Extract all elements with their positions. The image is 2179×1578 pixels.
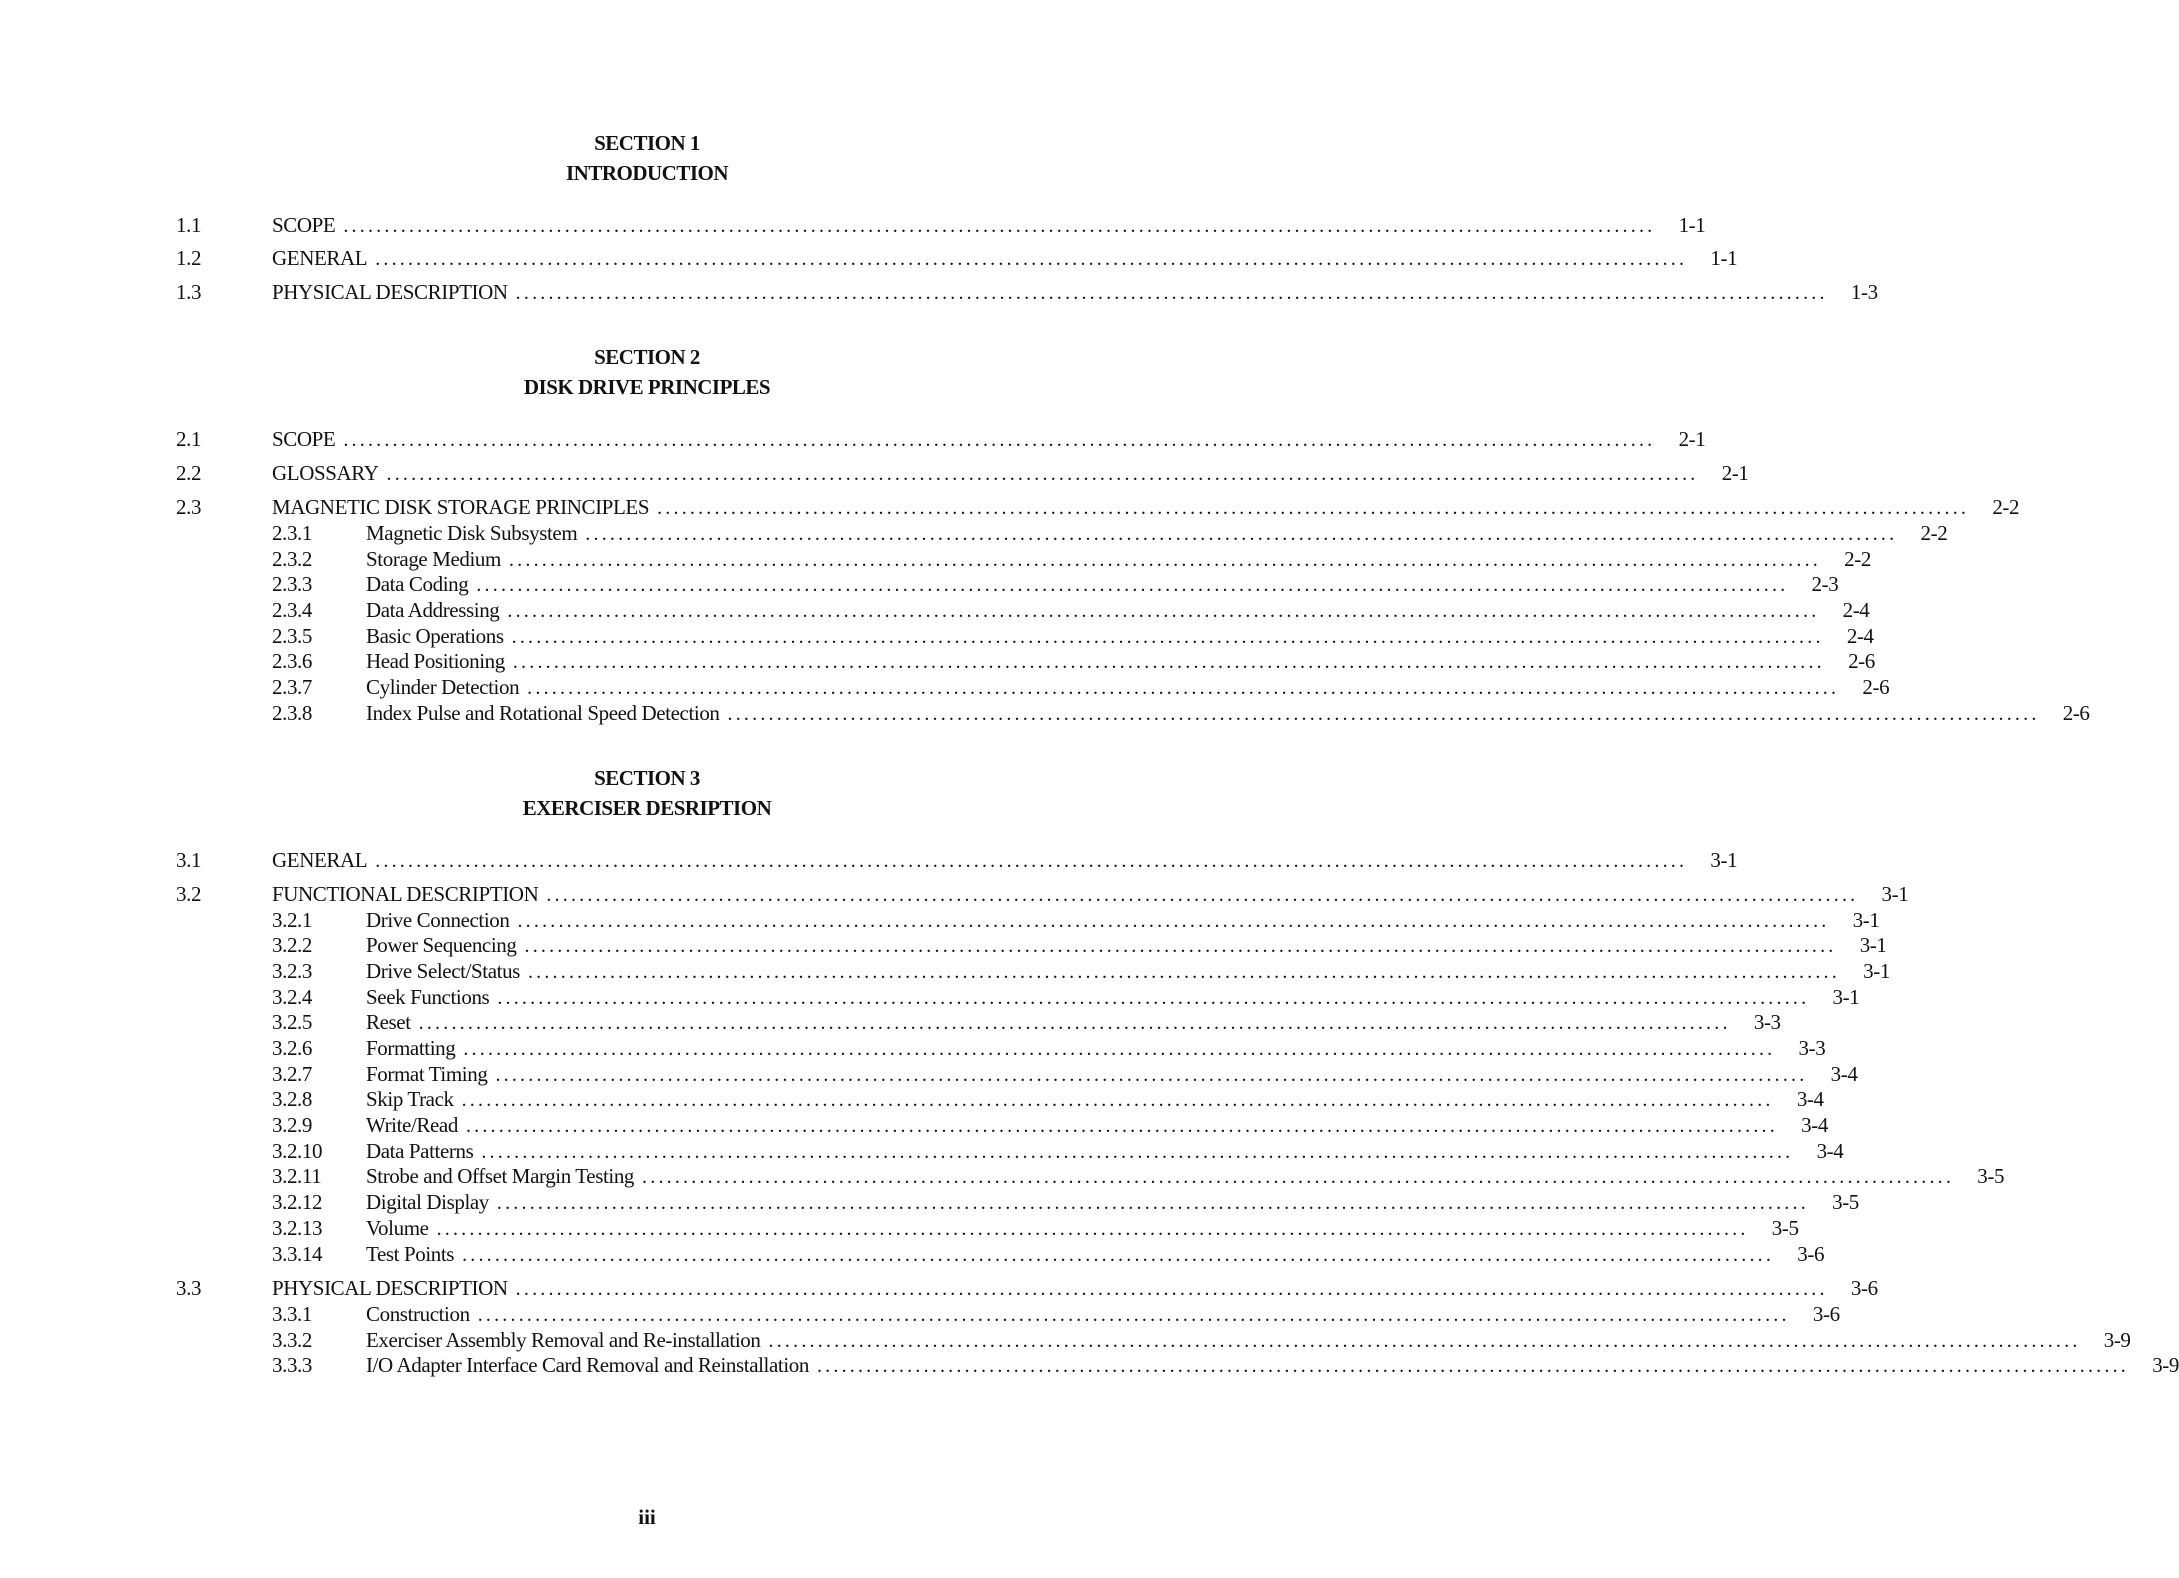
toc-entry-page: 3-4 [1830, 1062, 1858, 1086]
dot-leader: ................................................................................................................................................................ [375, 248, 1688, 270]
dot-leader: ................................................................................................................................................................ [461, 1089, 1774, 1111]
toc-entry-title: Digital Display [366, 1190, 489, 1214]
section-label: SECTION 1 [594, 131, 700, 155]
toc-entry-title: Format Timing [366, 1062, 488, 1086]
toc-entry-page: 2-3 [1811, 572, 1839, 596]
toc-entry[interactable] [272, 959, 1890, 985]
toc-entry-title: Exerciser Assembly Removal and Re-installation [366, 1328, 761, 1352]
toc-entry-title: GENERAL [272, 848, 368, 872]
toc-entry-title: FUNCTIONAL DESCRIPTION [272, 882, 539, 906]
toc-entry-number: 3.2.11 [272, 1164, 322, 1188]
toc-entry-title: Drive Select/Status [366, 959, 520, 983]
toc-entry-page: 3-5 [1771, 1216, 1799, 1240]
toc-entry[interactable] [272, 985, 1860, 1011]
dot-leader: ................................................................................................................................................................ [463, 1038, 1776, 1060]
toc-entry[interactable] [176, 461, 1749, 487]
toc-entry[interactable] [272, 1139, 1844, 1165]
section-1-heading [0, 128, 1294, 188]
toc-entry[interactable] [272, 598, 1870, 624]
toc-entry-page: 2-4 [1846, 624, 1874, 648]
toc-entry-number: 2.3.2 [272, 547, 313, 571]
toc-entry[interactable] [272, 675, 1890, 701]
toc-entry-title: Skip Track [366, 1087, 454, 1111]
toc-entry-title: Write/Read [366, 1113, 458, 1137]
toc-entry[interactable] [272, 1087, 1824, 1113]
toc-entry[interactable] [272, 908, 1880, 934]
toc-entry[interactable] [176, 495, 2020, 521]
toc-entry-page: 2-1 [1678, 427, 1706, 451]
toc-entry-number: 3.2.10 [272, 1139, 323, 1163]
toc-entry-number: 3.2.1 [272, 908, 313, 932]
toc-entry-title: SCOPE [272, 427, 336, 451]
toc-entry-title: Power Sequencing [366, 933, 517, 957]
toc-entry-number: 3.2.9 [272, 1113, 313, 1137]
section-label: SECTION 3 [594, 766, 700, 790]
toc-entry[interactable] [176, 427, 1706, 453]
toc-entry-page: 3-1 [1859, 933, 1887, 957]
toc-entry-number: 1.1 [176, 213, 202, 237]
toc-entry[interactable] [272, 624, 1874, 650]
dot-leader: ................................................................................................................................................................ [507, 600, 1820, 622]
toc-entry[interactable] [272, 701, 2090, 727]
toc-entry[interactable] [272, 1302, 1840, 1328]
toc-entry[interactable] [272, 521, 1948, 547]
toc-entry-page: 3-1 [1832, 985, 1860, 1009]
toc-entry-number: 2.3.5 [272, 624, 313, 648]
toc-entry[interactable] [272, 933, 1887, 959]
page-number: iii [638, 1505, 656, 1529]
toc-entry[interactable] [272, 1190, 1859, 1216]
dot-leader: ................................................................................................................................................................ [375, 850, 1688, 872]
toc-entry-title: Test Points [366, 1242, 455, 1266]
toc-entry-title: I/O Adapter Interface Card Removal and Reinstallation [366, 1353, 809, 1377]
section-2-heading [0, 342, 1294, 402]
toc-entry[interactable] [272, 547, 1871, 573]
toc-entry-page: 3-4 [1796, 1087, 1824, 1111]
toc-entry-page: 3-6 [1797, 1242, 1825, 1266]
dot-leader: ................................................................................................................................................................ [657, 497, 1970, 519]
toc-entry-page: 3-9 [2103, 1328, 2131, 1352]
toc-entry-number: 3.2.6 [272, 1036, 313, 1060]
dot-leader: ................................................................................................................................................................ [386, 463, 1699, 485]
dot-leader: ................................................................................................................................................................ [527, 677, 1840, 699]
toc-entry-title: PHYSICAL DESCRIPTION [272, 280, 508, 304]
dot-leader: ................................................................................................................................................................ [477, 1304, 1790, 1326]
toc-entry-title: GENERAL [272, 246, 368, 270]
dot-leader: ................................................................................................................................................................ [343, 215, 1656, 237]
toc-entry-number: 3.2.7 [272, 1062, 313, 1086]
toc-entry-number: 3.1 [176, 848, 202, 872]
dot-leader: ................................................................................................................................................................ [511, 626, 1824, 648]
toc-entry[interactable] [272, 1353, 2179, 1379]
toc-entry-page: 3-6 [1812, 1302, 1840, 1326]
toc-entry[interactable] [176, 848, 1738, 874]
dot-leader: ................................................................................................................................................................ [512, 651, 1825, 673]
toc-entry-title: MAGNETIC DISK STORAGE PRINCIPLES [272, 495, 650, 519]
toc-entry-title: GLOSSARY [272, 461, 379, 485]
section-title: INTRODUCTION [565, 161, 729, 185]
toc-entry[interactable] [272, 1113, 1828, 1139]
toc-entry-number: 1.3 [176, 280, 202, 304]
toc-entry-title: PHYSICAL DESCRIPTION [272, 1276, 508, 1300]
toc-entry-number: 3.2.12 [272, 1190, 323, 1214]
toc-entry-number: 2.3.6 [272, 649, 313, 673]
toc-entry-number: 3.3.3 [272, 1353, 313, 1377]
toc-entry-number: 2.3.1 [272, 521, 313, 545]
toc-entry-number: 1.2 [176, 246, 202, 270]
toc-entry-page: 3-4 [1801, 1113, 1828, 1137]
toc-entry[interactable] [272, 649, 1875, 675]
dot-leader: ................................................................................................................................................................ [496, 1192, 1809, 1214]
toc-entry[interactable] [176, 882, 1909, 908]
dot-leader: ................................................................................................................................................................ [462, 1244, 1775, 1266]
dot-leader: ................................................................................................................................................................ [527, 961, 1840, 983]
dot-leader: ................................................................................................................................................................ [515, 282, 1828, 304]
toc-entry-title: Basic Operations [366, 624, 504, 648]
toc-entry-number: 3.2 [176, 882, 202, 906]
toc-entry-title: Cylinder Detection [366, 675, 520, 699]
toc-entry[interactable] [272, 1036, 1826, 1062]
toc-entry-number: 3.3.2 [272, 1328, 313, 1352]
toc-entry-page: 3-3 [1798, 1036, 1826, 1060]
toc-entry-number: 2.2 [176, 461, 202, 485]
toc-entry-page: 2-6 [1862, 675, 1890, 699]
dot-leader: ................................................................................................................................................................ [497, 987, 1810, 1009]
dot-leader: ................................................................................................................................................................ [418, 1012, 1731, 1034]
toc-entry-number: 2.3.8 [272, 701, 313, 725]
toc-entry[interactable] [272, 1010, 1781, 1036]
toc-entry-page: 3-9 [2152, 1353, 2179, 1377]
dot-leader: ................................................................................................................................................................ [481, 1141, 1794, 1163]
toc-entry[interactable] [272, 1062, 1858, 1088]
toc-entry-page: 2-2 [1844, 547, 1871, 571]
toc-entry-page: 3-1 [1881, 882, 1909, 906]
toc-entry-title: Index Pulse and Rotational Speed Detection [366, 701, 720, 725]
dot-leader: ................................................................................................................................................................ [508, 549, 1821, 571]
toc-entry-number: 3.2.4 [272, 985, 313, 1009]
toc-entry-page: 1-1 [1678, 213, 1706, 237]
toc-entry-page: 3-6 [1850, 1276, 1878, 1300]
toc-entry-number: 2.3 [176, 495, 202, 519]
toc-entry-title: Seek Functions [366, 985, 490, 1009]
toc-entry-title: SCOPE [272, 213, 336, 237]
toc-entry[interactable] [272, 1164, 2005, 1190]
toc-entry-number: 3.2.3 [272, 959, 313, 983]
toc-entry-page: 2-6 [2062, 701, 2090, 725]
section-title: DISK DRIVE PRINCIPLES [523, 375, 771, 399]
toc-entry-title: Data Addressing [366, 598, 500, 622]
toc-entry[interactable] [272, 1242, 1825, 1268]
dot-leader: ................................................................................................................................................................ [495, 1064, 1808, 1086]
dot-leader: ................................................................................................................................................................ [727, 703, 2040, 725]
toc-entry-number: 3.2.2 [272, 933, 313, 957]
toc-entry-title: Data Patterns [366, 1139, 474, 1163]
toc-entry-title: Drive Connection [366, 908, 510, 932]
toc-entry-title: Reset [366, 1010, 411, 1034]
toc-entry-page: 2-2 [1992, 495, 2020, 519]
dot-leader: ................................................................................................................................................................ [343, 429, 1656, 451]
dot-leader: ................................................................................................................................................................ [517, 910, 1830, 932]
toc-entry[interactable] [176, 213, 1706, 239]
toc-entry-title: Formatting [366, 1036, 456, 1060]
toc-entry-title: Data Coding [366, 572, 469, 596]
dot-leader: ................................................................................................................................................................ [585, 523, 1898, 545]
toc-entry-page: 3-4 [1816, 1139, 1844, 1163]
toc-entry-page: 3-1 [1863, 959, 1890, 983]
toc-entry-number: 3.2.8 [272, 1087, 313, 1111]
toc-entry-page: 3-1 [1710, 848, 1738, 872]
toc-entry-title: Magnetic Disk Subsystem [366, 521, 578, 545]
toc-entry-number: 2.1 [176, 427, 202, 451]
dot-leader: ................................................................................................................................................................ [515, 1278, 1828, 1300]
section-3-heading [0, 763, 1294, 823]
toc-entry-page: 2-6 [1848, 649, 1875, 673]
dot-leader: ................................................................................................................................................................ [816, 1355, 2129, 1377]
dot-leader: ................................................................................................................................................................ [768, 1330, 2081, 1352]
toc-entry-title: Construction [366, 1302, 470, 1326]
dot-leader: ................................................................................................................................................................ [476, 574, 1789, 596]
toc-entry-page: 3-5 [1832, 1190, 1859, 1214]
toc-entry[interactable] [272, 572, 1839, 598]
toc-entry[interactable] [176, 280, 1878, 306]
toc-entry-title: Storage Medium [366, 547, 501, 571]
toc-entry-number: 2.3.7 [272, 675, 313, 699]
dot-leader: ................................................................................................................................................................ [524, 935, 1837, 957]
toc-entry-page: 2-1 [1721, 461, 1749, 485]
toc-entry[interactable] [176, 1276, 1878, 1302]
toc-entry-number: 3.2.13 [272, 1216, 323, 1240]
toc-entry-title: Head Positioning [366, 649, 505, 673]
dot-leader: ................................................................................................................................................................ [436, 1218, 1749, 1240]
toc-entry-number: 3.2.5 [272, 1010, 313, 1034]
toc-entry-number: 3.3.14 [272, 1242, 323, 1266]
toc-entry-title: Volume [366, 1216, 429, 1240]
toc-entry-number: 2.3.3 [272, 572, 313, 596]
dot-leader: ................................................................................................................................................................ [546, 884, 1859, 906]
toc-entry-number: 2.3.4 [272, 598, 313, 622]
toc-entry-page: 3-5 [1977, 1164, 2005, 1188]
section-label: SECTION 2 [594, 345, 700, 369]
section-title: EXERCISER DESRIPTION [522, 796, 772, 820]
toc-entry-number: 3.3 [176, 1276, 202, 1300]
toc-entry-title: Strobe and Offset Margin Testing [366, 1164, 635, 1188]
toc-entry[interactable] [272, 1216, 1799, 1242]
toc-entry-page: 2-2 [1920, 521, 1948, 545]
toc-entry-page: 3-1 [1852, 908, 1880, 932]
toc-entry[interactable] [272, 1328, 2131, 1354]
toc-entry-page: 2-4 [1842, 598, 1870, 622]
toc-entry-page: 3-3 [1753, 1010, 1781, 1034]
toc-entry-page: 1-3 [1850, 280, 1878, 304]
dot-leader: ................................................................................................................................................................ [642, 1166, 1955, 1188]
dot-leader: ................................................................................................................................................................ [465, 1115, 1778, 1137]
toc-entry[interactable] [176, 246, 1738, 272]
toc-entry-page: 1-1 [1710, 246, 1738, 270]
toc-entry-number: 3.3.1 [272, 1302, 313, 1326]
